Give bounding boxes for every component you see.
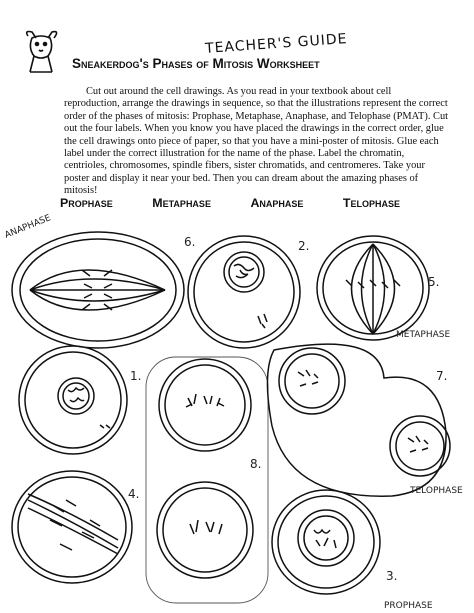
cell-4-prophase [12, 471, 132, 583]
cell-8-prophase [159, 359, 251, 451]
handwritten-prophase: PROPHASE [384, 601, 433, 611]
handwritten-anaphase: ANAPHASE [3, 213, 53, 241]
cell-number-2: 2. [298, 239, 310, 253]
instructions-text: Cut out around the cell drawings. As you read in your textbook about cell reproduction, arrange the drawings in sequence, so that the illustrations represent the correct order of the phases of mitosis: Prophase, Metaphase, Anaphase, and Telophase (PMAT). Cut out the four labels. When you know you have placed the drawings in the correct order, glue the cell drawings onto piece of paper, so that you have a mini-poster of mitosis. Glue each label under the correct illustration for the name of the phase. Label the chromatin, centrioles, chromosomes, spindle fibers, sister chromatids, and centromeres. Take your poster and display it near your bed. Then you can dream about the amazing phases of mitosis! [64, 86, 449, 197]
handwritten-metaphase: METAPHASE [396, 330, 451, 340]
handwritten-telophase: TELOPHASE [410, 486, 463, 496]
cell-5-metaphase [317, 236, 429, 340]
phase-label-prophase: Prophase [60, 196, 113, 210]
cell-number-7: 7. [436, 369, 448, 383]
cell-number-1: 1. [130, 369, 142, 383]
cell-7-telophase [267, 344, 450, 496]
cell-number-5: 5. [428, 275, 440, 289]
cell-number-8: 8. [250, 457, 262, 471]
cell-number-4: 4. [128, 487, 140, 501]
phase-label-telophase: Telophase [342, 196, 400, 210]
teachers-guide-note: TEACHER'S GUIDE [204, 31, 349, 57]
worksheet-title: Sneakerdog's Phases of Mitosis Worksheet [72, 56, 320, 71]
cell-6-anaphase [12, 232, 184, 348]
phase-label-anaphase: Anaphase [250, 196, 304, 210]
phase-label-metaphase: Metaphase [152, 196, 211, 210]
cell-1-interphase [19, 346, 127, 454]
cell-2-prophase [188, 236, 300, 348]
cell-number-3: 3. [386, 569, 398, 583]
cell-8-prophase-lower [157, 482, 253, 578]
cell-number-6: 6. [184, 235, 196, 249]
cell-3-prophase [272, 490, 380, 594]
